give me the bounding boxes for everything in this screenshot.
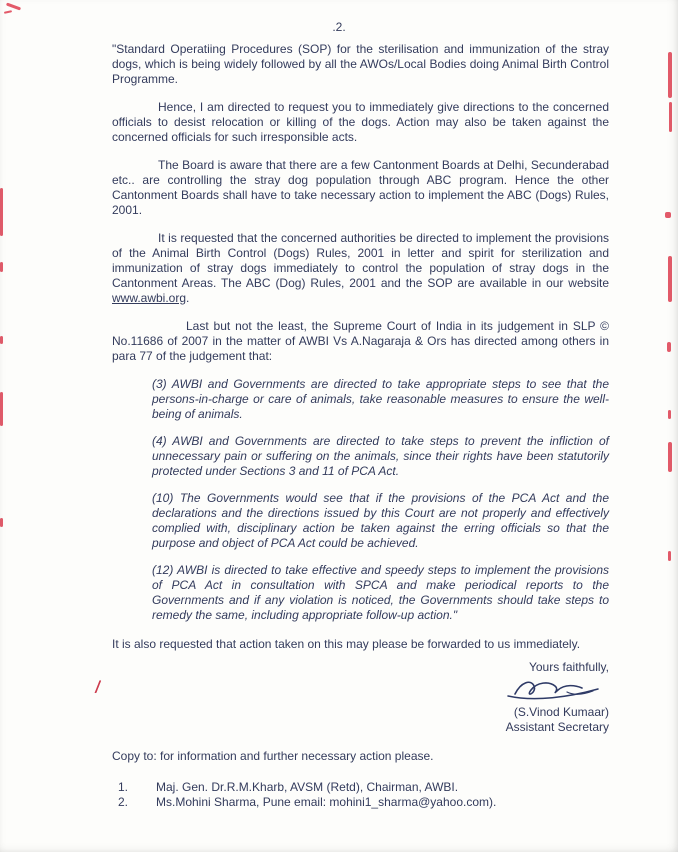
- red-scan-mark: [0, 518, 3, 527]
- paragraph-abc-rules-text: It is requested that the concerned authorities be directed to implement the provisions of the Animal Birth Control (Dogs) Rules, 2001 in letter and spirit for sterilization and immunization of stray dogs immediately to control the population of stray dogs in the Cantonment Areas. The ABC (Dog) Rules, 2001 and the SOP are available in our website: [112, 231, 609, 290]
- signatory-name: (S.Vinod Kumaar): [513, 705, 609, 719]
- red-scan-mark: [0, 336, 3, 344]
- quote-para-3: (3) AWBI and Governments are directed to take appropriate steps to see that the persons-in-charge or care of animals, take reasonable measures to ensure the well-being of animals.: [152, 377, 609, 421]
- red-scan-mark: [6, 3, 21, 11]
- copy-to-label: Copy to: for information and further necessary action please.: [112, 749, 434, 763]
- copy-item-number: 1.: [118, 780, 129, 794]
- quote-para-12: (12) AWBI is directed to take effective and speedy steps to implement the provisions of PCA Act in consultation with SPCA and make periodical reports to the Governments and if any violation is noticed, the Governments should take steps to remedy the same, including appropriate follow-up action.": [152, 563, 609, 622]
- red-scan-mark: [4, 10, 12, 14]
- red-scan-mark: [668, 256, 672, 302]
- paragraph-abc-rules: [112, 231, 609, 306]
- quote-para-4: (4) AWBI and Governments are directed to take steps to prevent the infliction of unnecessary pain or suffering on the animals, since their rights have been statutorily protected under Sections 3 and 11 of PCA Act.: [152, 434, 609, 478]
- red-scan-mark: [669, 102, 672, 132]
- red-scan-mark: [668, 442, 672, 472]
- page-number: .2.: [332, 20, 346, 34]
- signature: [505, 676, 601, 708]
- red-scan-mark: [665, 212, 671, 218]
- red-scan-mark: [0, 392, 3, 426]
- paragraph-directive: Hence, I am directed to request you to immediately give directions to the concerned officials to desist relocation or killing of the dogs. Action may also be taken against the concerned officials for such irresponsible acts.: [112, 100, 609, 144]
- awbi-website-link[interactable]: www.awbi.org: [112, 291, 187, 305]
- paragraph-cantonment-boards: The Board is aware that there are a few Cantonment Boards at Delhi, Secunderabad etc.. are controlling the stray dog population through ABC program. Hence the other Cantonment Boards shall have to take necessary action to implement the ABC (Dogs) Rules, 2001.: [112, 158, 609, 217]
- red-pen-tick: [90, 680, 102, 693]
- quote-para-10: (10) The Governments would see that if the provisions of the PCA Act and the declarations and the directions issued by this Court are not properly and effectively complied with, disciplinary action be taken against the erring officials so that the purpose and object of PCA Act could be achieved.: [152, 491, 609, 550]
- copy-item-text: Maj. Gen. Dr.R.M.Kharb, AVSM (Retd), Chairman, AWBI.: [156, 780, 459, 794]
- paragraph-supreme-court: Last but not the least, the Supreme Court of India in its judgement in SLP © No.11686 of 2007 in the matter of AWBI Vs A.Nagaraja & Ors has directed among others in para 77 of the judgement that:: [112, 319, 609, 363]
- closing-block: [112, 660, 609, 735]
- copy-item: [112, 795, 609, 810]
- red-scan-mark: [668, 52, 672, 98]
- red-scan-mark: [668, 410, 671, 419]
- red-scan-mark: [0, 188, 3, 236]
- valediction: Yours faithfully,: [528, 660, 609, 674]
- signatory-title: Assistant Secretary: [505, 720, 609, 734]
- red-scan-mark: [667, 342, 671, 352]
- copy-to-list: [112, 780, 609, 810]
- red-scan-mark: [668, 551, 671, 561]
- copy-item-number: 2.: [118, 795, 129, 809]
- copy-item: [112, 780, 609, 795]
- paragraph-sop: "Standard Operatiing Procedures (SOP) for the sterilisation and immunization of the stray dogs, which is being widely followed by all the AWOs/Local Bodies doing Animal Birth Control Programme.: [112, 42, 609, 86]
- copy-item-text: Ms.Mohini Sharma, Pune email: mohini1_sharma@yahoo.com).: [156, 795, 497, 809]
- final-request-line: It is also requested that action taken on this may please be forwarded to us immediately.: [112, 637, 581, 651]
- signature-scribble: [505, 676, 601, 704]
- letter-body: [112, 42, 609, 810]
- paragraph-abc-rules-period: .: [186, 291, 190, 305]
- red-scan-mark: [0, 262, 3, 272]
